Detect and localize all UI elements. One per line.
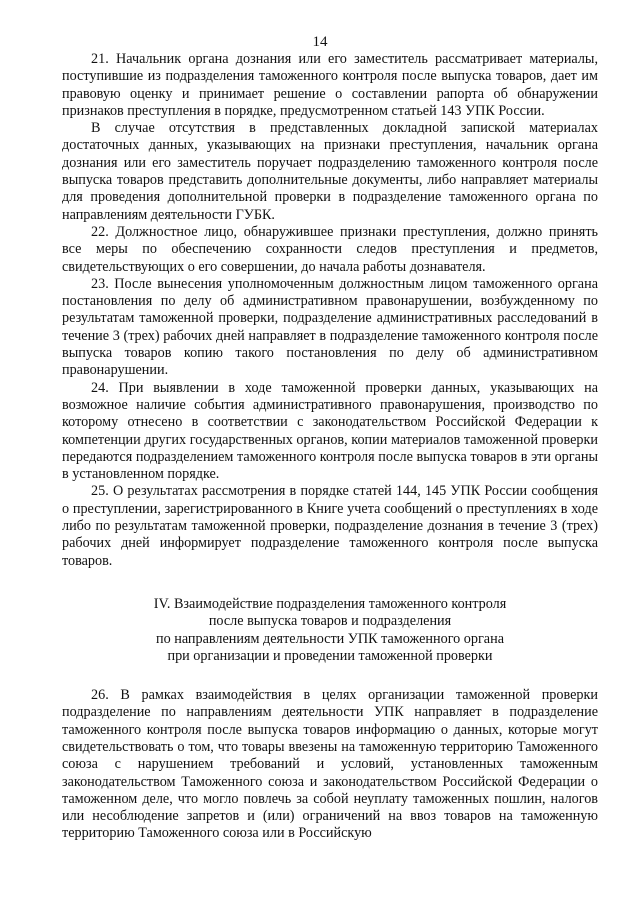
- section-heading-line: при организации и проведении таможенной проверки: [167, 647, 493, 664]
- paragraph-22: 22. Должностное лицо, обнаружившее признаки преступления, должно принять все меры по обеспечению сохранности следов преступления и предметов, свидетельствующих о его совершении, до начала работы дознавателя.: [62, 223, 598, 275]
- section-heading-line: по направлениям деятельности УПК таможенного органа: [156, 630, 504, 647]
- page-number: 14: [312, 34, 328, 50]
- section-heading: [62, 596, 598, 665]
- paragraph-24: 24. При выявлении в ходе таможенной проверки данных, указывающих на возможное наличие события административного правонарушения, производство по которому отнесено в соответствии с законодательством Российской Федерации к компетенции других государственных органов, копии материалов таможенной проверки передаются подразделением таможенного контроля после выпуска товаров в эти органы в установленном порядке.: [62, 379, 598, 483]
- paragraph-25: 25. О результатах рассмотрения в порядке статей 144, 145 УПК России сообщения о преступлении, зарегистрированного в Книге учета сообщений о преступлениях в ходе либо по результатам таможенной проверки, подразделение дознания в течение 3 (трех) рабочих дней информирует подразделение таможенного контроля после выпуска товаров.: [62, 483, 598, 569]
- paragraph-21: 21. Начальник органа дознания или его заместитель рассматривает материалы, поступившие из подразделения таможенного контроля после выпуска товаров, дает им правовую оценку и принимает решение о составлении рапорта об обнаружении признаков преступления в порядке, предусмотренном статьей 143 УПК России.: [62, 51, 598, 119]
- paragraph-21-continuation: В случае отсутствия в представленных докладной запиской материалах достаточных данных, указывающих на признаки преступления, начальник органа дознания или его заместитель поручает подразделению таможенного контроля после выпуска товаров представить дополнительные документы, либо направляет материалы для проведения дополнительной проверки в подразделение таможенного органа по направлениям деятельности ГУБК.: [62, 120, 598, 223]
- paragraph-23: 23. После вынесения уполномоченным должностным лицом таможенного органа постановления по делу об административном правонарушении, возбужденному по результатам таможенной проверки, подразделение административных расследований в течение 3 (трех) рабочих дней направляет в подразделение таможенного контроля после выпуска товаров копию такого постановления по делу об административном правонарушении.: [62, 275, 598, 379]
- document-body: [62, 51, 598, 843]
- paragraph-26: 26. В рамках взаимодействия в целях организации таможенной проверки подразделение по направлениям деятельности УПК направляет в подразделение таможенного контроля после выпуска товаров информацию о данных, которые могут свидетельствовать о том, что товары ввезены на таможенную территорию Таможенного союза с нарушением требований и условий, установленных таможенным законодательством Таможенного союза и законодательством Российской Федерации о таможенном деле, что могло повлечь за собой неуплату таможенных пошлин, налогов или несоблюдение запретов и (или) ограничений на ввоз товаров на таможенную территорию Таможенного союза или в Российскую: [62, 687, 598, 842]
- section-heading-line: IV. Взаимодействие подразделения таможенного контроля: [153, 595, 507, 612]
- section-heading-line: после выпуска товаров и подразделения: [208, 613, 452, 630]
